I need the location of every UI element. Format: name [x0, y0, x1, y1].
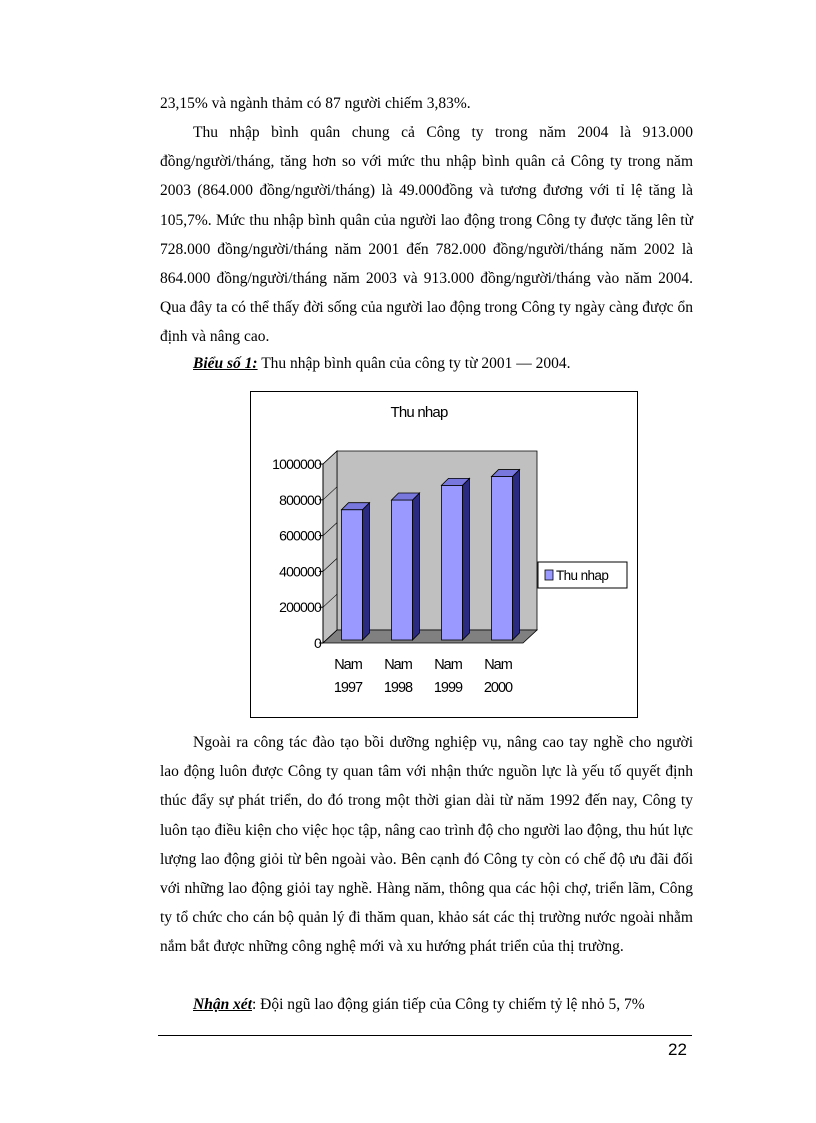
bar-front: [442, 485, 463, 640]
y-tick-label: 600000: [279, 527, 321, 544]
x-tick-label: Nam: [334, 657, 362, 673]
x-tick-label: 1998: [383, 680, 413, 696]
x-tick-label: Nam: [484, 657, 512, 673]
bar-front: [392, 500, 413, 640]
footer-rule: [158, 1035, 692, 1036]
bar-front: [342, 510, 363, 640]
remark-text: : Đội ngũ lao động gián tiếp của Công ty chiếm tỷ lệ nhỏ 5, 7%: [252, 996, 645, 1013]
legend-label: Thu nhap: [556, 568, 609, 583]
y-tick-label: 400000: [279, 563, 321, 580]
bar-side: [463, 478, 470, 640]
x-tick-label: Nam: [384, 657, 412, 673]
chart-svg: [251, 392, 637, 717]
x-tick-label: 2000: [483, 680, 513, 696]
y-tick-label: 0: [314, 635, 321, 651]
page-number: 22: [668, 1040, 687, 1059]
bar-side: [513, 470, 520, 640]
y-tick-label: 200000: [279, 599, 321, 616]
paragraph-training: Ngoài ra công tác đào tạo bồi dưỡng nghiệp vụ, nâng cao tay nghề cho người lao động luôn được Công ty quan tâm với nhận thức nguồn lực là yếu tố quyết định thúc đẩy sự phát triển, do đó trong một thời gian dài từ năm 1992 đến nay, Công ty luôn tạo điều kiện cho việc học tập, nâng cao trình độ cho người lao động, thu hút lực lượng lao động giỏi từ bên ngoài vào. Bên cạnh đó Công ty còn có chế độ ưu đãi đối với những lao động giỏi tay nghề. Hàng năm, thông qua các hội chợ, triển lãm, Công ty tổ chức cho cán bộ quản lý đi thăm quan, khảo sát các thị trường nước ngoài nhằm nắm bắt được những công nghệ mới và xu hướng phát triển của thị trường.: [160, 734, 693, 956]
chart-caption: [193, 355, 571, 373]
caption-text: Thu nhập bình quân của công ty từ 2001 — 2004.: [257, 355, 571, 372]
bar-side: [363, 503, 370, 640]
paragraph-intro-end: 23,15% và ngành thảm có 87 người chiếm 3,83%.: [160, 95, 471, 112]
y-tick-label: 1000000: [272, 456, 321, 472]
paragraph-income: Thu nhập bình quân chung cả Công ty trong năm 2004 là 913.000 đồng/người/tháng, tăng hơn so với mức thu nhập bình quân cả Công ty trong năm 2003 (864.000 đồng/người/tháng) là 49.000đồng và tương đương với tỉ lệ tăng là 105,7%. Mức thu nhập bình quân của người lao động trong Công ty được tăng lên từ 728.000 đồng/người/tháng năm 2001 đến 782.000 đồng/người/tháng năm 2002 là 864.000 đồng/người/tháng năm 2003 và 913.000 đồng/người/tháng vào năm 2004. Qua đây ta có thể thấy đời sống của người lao động trong Công ty ngày càng được ổn định và nâng cao.: [160, 124, 693, 346]
x-tick-label: Nam: [434, 657, 462, 673]
legend-swatch: [545, 570, 553, 580]
chart-side-wall: [323, 451, 337, 643]
y-tick-label: 800000: [279, 491, 321, 508]
x-tick-label: 1999: [433, 680, 463, 696]
bar-side: [413, 493, 420, 640]
x-tick-label: 1997: [333, 680, 363, 696]
paragraph-remark: [160, 990, 693, 1019]
remark-label: Nhận xét: [193, 996, 252, 1013]
chart-legend: [538, 562, 627, 588]
bar-front: [492, 477, 513, 640]
caption-label: Biểu số 1:: [193, 355, 258, 372]
income-chart: [250, 391, 638, 718]
chart-title: Thu nhap: [390, 404, 448, 421]
chart-x-labels: [334, 657, 513, 696]
